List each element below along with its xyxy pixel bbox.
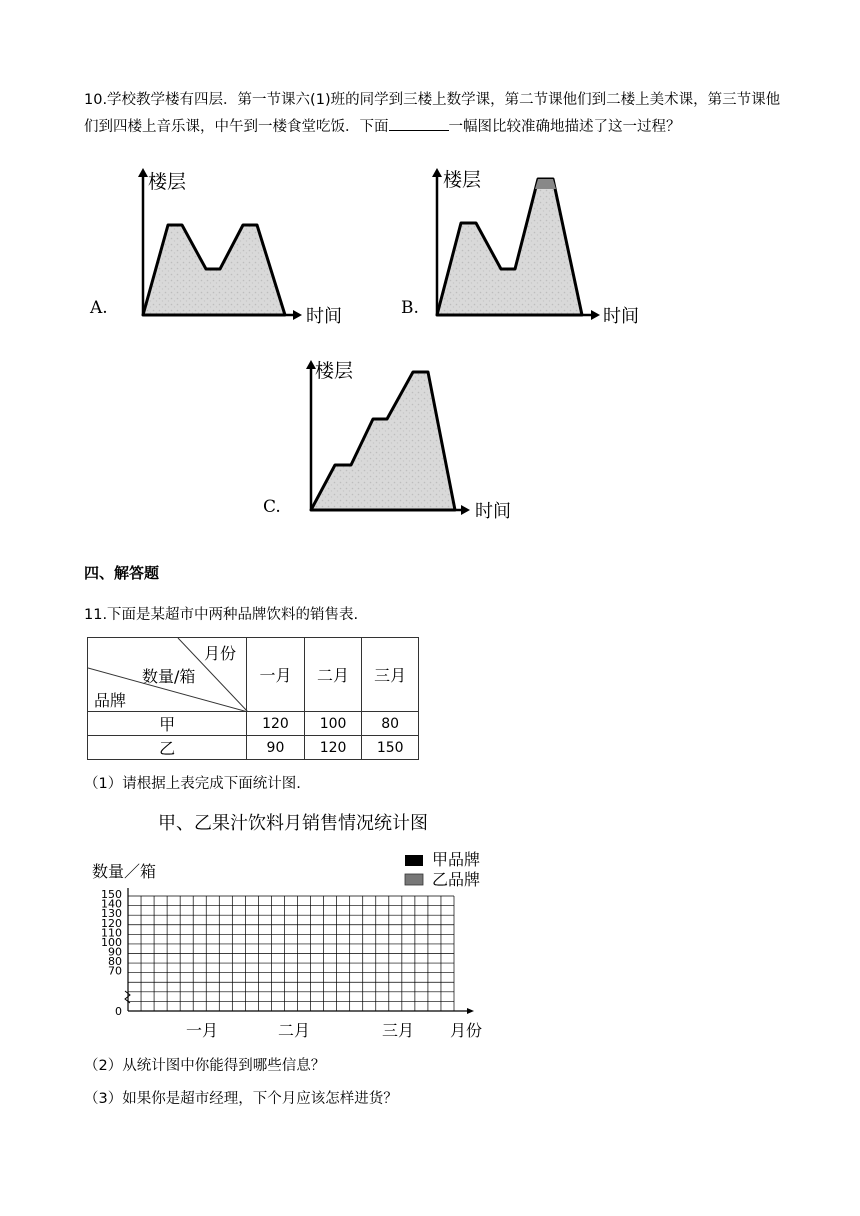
y-tick-label: 150 bbox=[101, 888, 122, 901]
month-header: 二月 bbox=[304, 638, 362, 712]
y-axis-label-a: 楼层 bbox=[148, 171, 187, 193]
value-cell: 80 bbox=[362, 712, 419, 736]
question-10-prompt-end: 一幅图比较准确地描述了这一过程？ bbox=[448, 119, 681, 135]
brand-cell: 乙 bbox=[88, 736, 247, 760]
y-tick-label: 140 bbox=[101, 897, 122, 911]
table-corner-cell bbox=[88, 638, 247, 712]
y-tick-label: 130 bbox=[101, 907, 122, 921]
option-b-graph bbox=[395, 165, 695, 335]
x-axis-label-b: 时间 bbox=[603, 306, 639, 327]
sales-table bbox=[87, 637, 419, 760]
y-tick-label: 100 bbox=[101, 935, 122, 949]
sub-question-1: （1）请根据上表完成下面统计图. bbox=[84, 776, 301, 792]
y-axis-label-c: 楼层 bbox=[315, 360, 354, 382]
x-axis-label-a: 时间 bbox=[306, 306, 342, 327]
option-a-graph bbox=[80, 165, 380, 335]
option-a-label[interactable]: A. bbox=[90, 298, 108, 318]
y-tick-label: 0 bbox=[115, 1005, 122, 1018]
option-b-label[interactable]: B. bbox=[401, 298, 419, 318]
table-row bbox=[88, 712, 419, 736]
value-cell: 120 bbox=[247, 712, 305, 736]
chart-y-axis-label: 数量／箱 bbox=[92, 862, 157, 881]
option-c-graph bbox=[255, 355, 545, 530]
y-tick-label: 70 bbox=[108, 964, 122, 978]
x-axis-label-c: 时间 bbox=[475, 501, 511, 522]
chart-grid bbox=[128, 896, 454, 1011]
blank-bar-chart bbox=[84, 843, 494, 1043]
value-cell: 100 bbox=[304, 712, 362, 736]
value-cell: 150 bbox=[362, 736, 419, 760]
legend-yi: 乙品牌 bbox=[432, 870, 481, 889]
question-10-prompt: 10.学校教学楼有四层．第一节课六(1)班的同学到三楼上数学课，第二节课他们到二楼上美术课，第三节课他们到四楼上音乐课，中午到一楼食堂吃饭．下面 bbox=[84, 92, 781, 135]
y-tick-label: 80 bbox=[108, 955, 122, 969]
question-11-text: 11.下面是某超市中两种品牌饮料的销售表. bbox=[84, 607, 359, 623]
y-tick-label: 120 bbox=[101, 916, 122, 930]
question-10-text bbox=[84, 87, 784, 141]
y-tick-label: 90 bbox=[108, 945, 122, 959]
x-category-labels bbox=[186, 1021, 414, 1040]
sub-question-2: （2）从统计图中你能得到哪些信息？ bbox=[84, 1058, 326, 1074]
x-category-label: 一月 bbox=[185, 1021, 219, 1040]
corner-month-label: 月份 bbox=[204, 644, 237, 663]
y-tick-label: 110 bbox=[101, 926, 122, 940]
x-category-label: 三月 bbox=[381, 1021, 415, 1040]
chart-title: 甲、乙果汁饮料月销售情况统计图 bbox=[158, 813, 428, 834]
corner-brand-label: 品牌 bbox=[94, 691, 127, 710]
legend-jia: 甲品牌 bbox=[432, 850, 481, 869]
y-tick-labels bbox=[101, 888, 122, 1018]
corner-quantity-label: 数量/箱 bbox=[142, 667, 196, 686]
legend-swatch-jia bbox=[405, 855, 423, 866]
x-category-label: 二月 bbox=[277, 1021, 311, 1040]
value-cell: 90 bbox=[247, 736, 305, 760]
sub-question-3: （3）如果你是超市经理，下个月应该怎样进货？ bbox=[84, 1091, 398, 1107]
chart-x-axis-label: 月份 bbox=[450, 1021, 483, 1040]
answer-blank[interactable] bbox=[389, 116, 449, 131]
table-row bbox=[88, 736, 419, 760]
legend-swatch-yi bbox=[405, 874, 423, 885]
brand-cell: 甲 bbox=[88, 712, 247, 736]
section-title: 四、解答题 bbox=[84, 564, 160, 582]
month-header: 三月 bbox=[362, 638, 419, 712]
month-header: 一月 bbox=[247, 638, 305, 712]
value-cell: 120 bbox=[304, 736, 362, 760]
option-c-label[interactable]: C. bbox=[263, 497, 281, 517]
y-axis-label-b: 楼层 bbox=[443, 169, 482, 191]
